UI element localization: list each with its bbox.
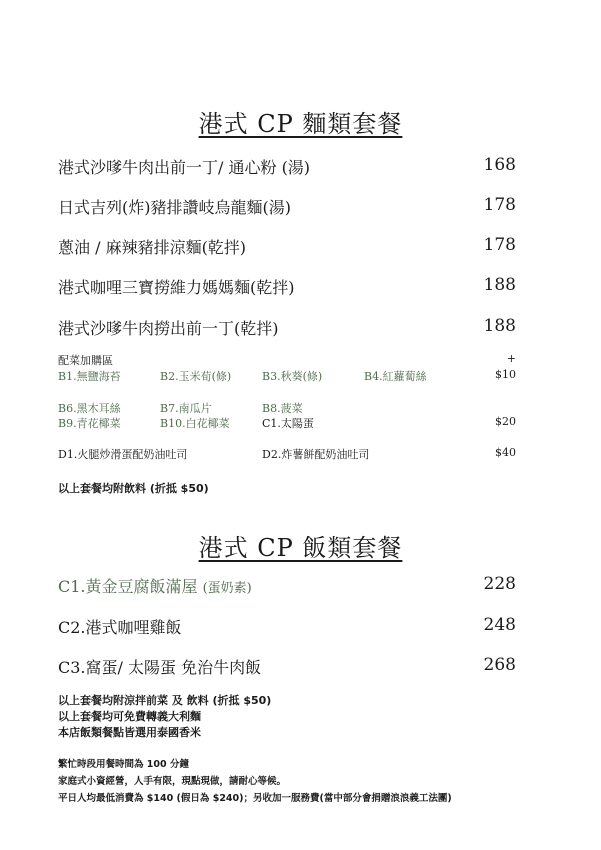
footer-line-3: 平日人均最低消費為 $140 (假日為 $240)；另收加一服務費(當中部分會捐贈浪浪義工法團): [58, 793, 452, 804]
addon-b3: B3.秋葵(條): [262, 370, 323, 383]
noodle-item-4-price: 188: [483, 275, 516, 295]
addon-b2: B2.玉米荀(條): [160, 370, 232, 383]
addon-row1-price: $10: [495, 368, 516, 381]
noodle-item-4-name: 港式咖哩三寶撈維力媽媽麵(乾拌): [58, 278, 295, 297]
noodle-note: 以上套餐均附飲料 (折抵 $50): [58, 482, 209, 495]
addon-header: 配菜加購區: [58, 354, 113, 367]
addon-b9: B9.青花椰菜: [58, 417, 121, 430]
addon-row3-price: $20: [495, 415, 516, 428]
addon-b6: B6.黑木耳絲: [58, 402, 121, 415]
addon-b4: B4.紅蘿蔔絲: [364, 370, 427, 383]
addon-plus: +: [506, 352, 516, 365]
rice-item-1-price: 228: [483, 574, 516, 594]
addon-b7: B7.南瓜片: [160, 402, 212, 415]
rice-item-2-price: 248: [483, 615, 516, 635]
noodle-item-2-price: 178: [483, 195, 516, 215]
addon-d2: D2.炸薯餅配奶油吐司: [262, 448, 370, 461]
rice-item-1-label: C1.黃金豆腐飯滿屋: [58, 577, 198, 596]
footer-line-1: 繁忙時段用餐時間為 100 分鐘: [58, 759, 189, 770]
addon-b8: B8.菠菜: [262, 402, 303, 415]
noodle-item-1-price: 168: [483, 155, 516, 175]
noodle-item-3-name: 蔥油 / 麻辣豬排涼麵(乾拌): [58, 238, 247, 257]
footer-line-2: 家庭式小資經營，人手有限，現點現做，請耐心等候。: [58, 776, 287, 787]
addon-c1: C1.太陽蛋: [262, 417, 314, 430]
rice-note-1: 以上套餐均附涼拌前菜 及 飲料 (折抵 $50): [58, 694, 272, 707]
addon-d1: D1.火腿炒滑蛋配奶油吐司: [58, 448, 188, 461]
noodle-item-5-price: 188: [483, 316, 516, 336]
addon-b10: B10.白花椰菜: [160, 417, 230, 430]
addon-b1: B1.無鹽海苔: [58, 370, 121, 383]
noodle-item-3-price: 178: [483, 235, 516, 255]
rice-item-3-price: 268: [483, 655, 516, 675]
noodle-item-5-name: 港式沙嗲牛肉撈出前一丁(乾拌): [58, 319, 279, 338]
rice-item-1-name: [58, 574, 252, 597]
noodle-item-1-name: 港式沙嗲牛肉出前一丁/ 通心粉 (湯): [58, 158, 311, 177]
rice-item-1-tag: (蛋奶素): [202, 581, 252, 596]
rice-note-3: 本店飯類餐點皆選用泰國香米: [58, 726, 201, 739]
addon-row4-price: $40: [495, 446, 516, 459]
noodle-item-2-name: 日式吉列(炸)豬排讚岐烏龍麵(湯): [58, 198, 291, 217]
rice-note-2: 以上套餐均可免費轉義大利麵: [58, 710, 201, 723]
rice-item-3-name: C3.窩蛋/ 太陽蛋 免治牛肉飯: [58, 658, 262, 677]
rice-section-title: 港式 CP 飯類套餐: [198, 534, 403, 562]
noodle-section-title: 港式 CP 麵類套餐: [198, 110, 403, 138]
rice-item-2-name: C2.港式咖哩雞飯: [58, 618, 182, 637]
